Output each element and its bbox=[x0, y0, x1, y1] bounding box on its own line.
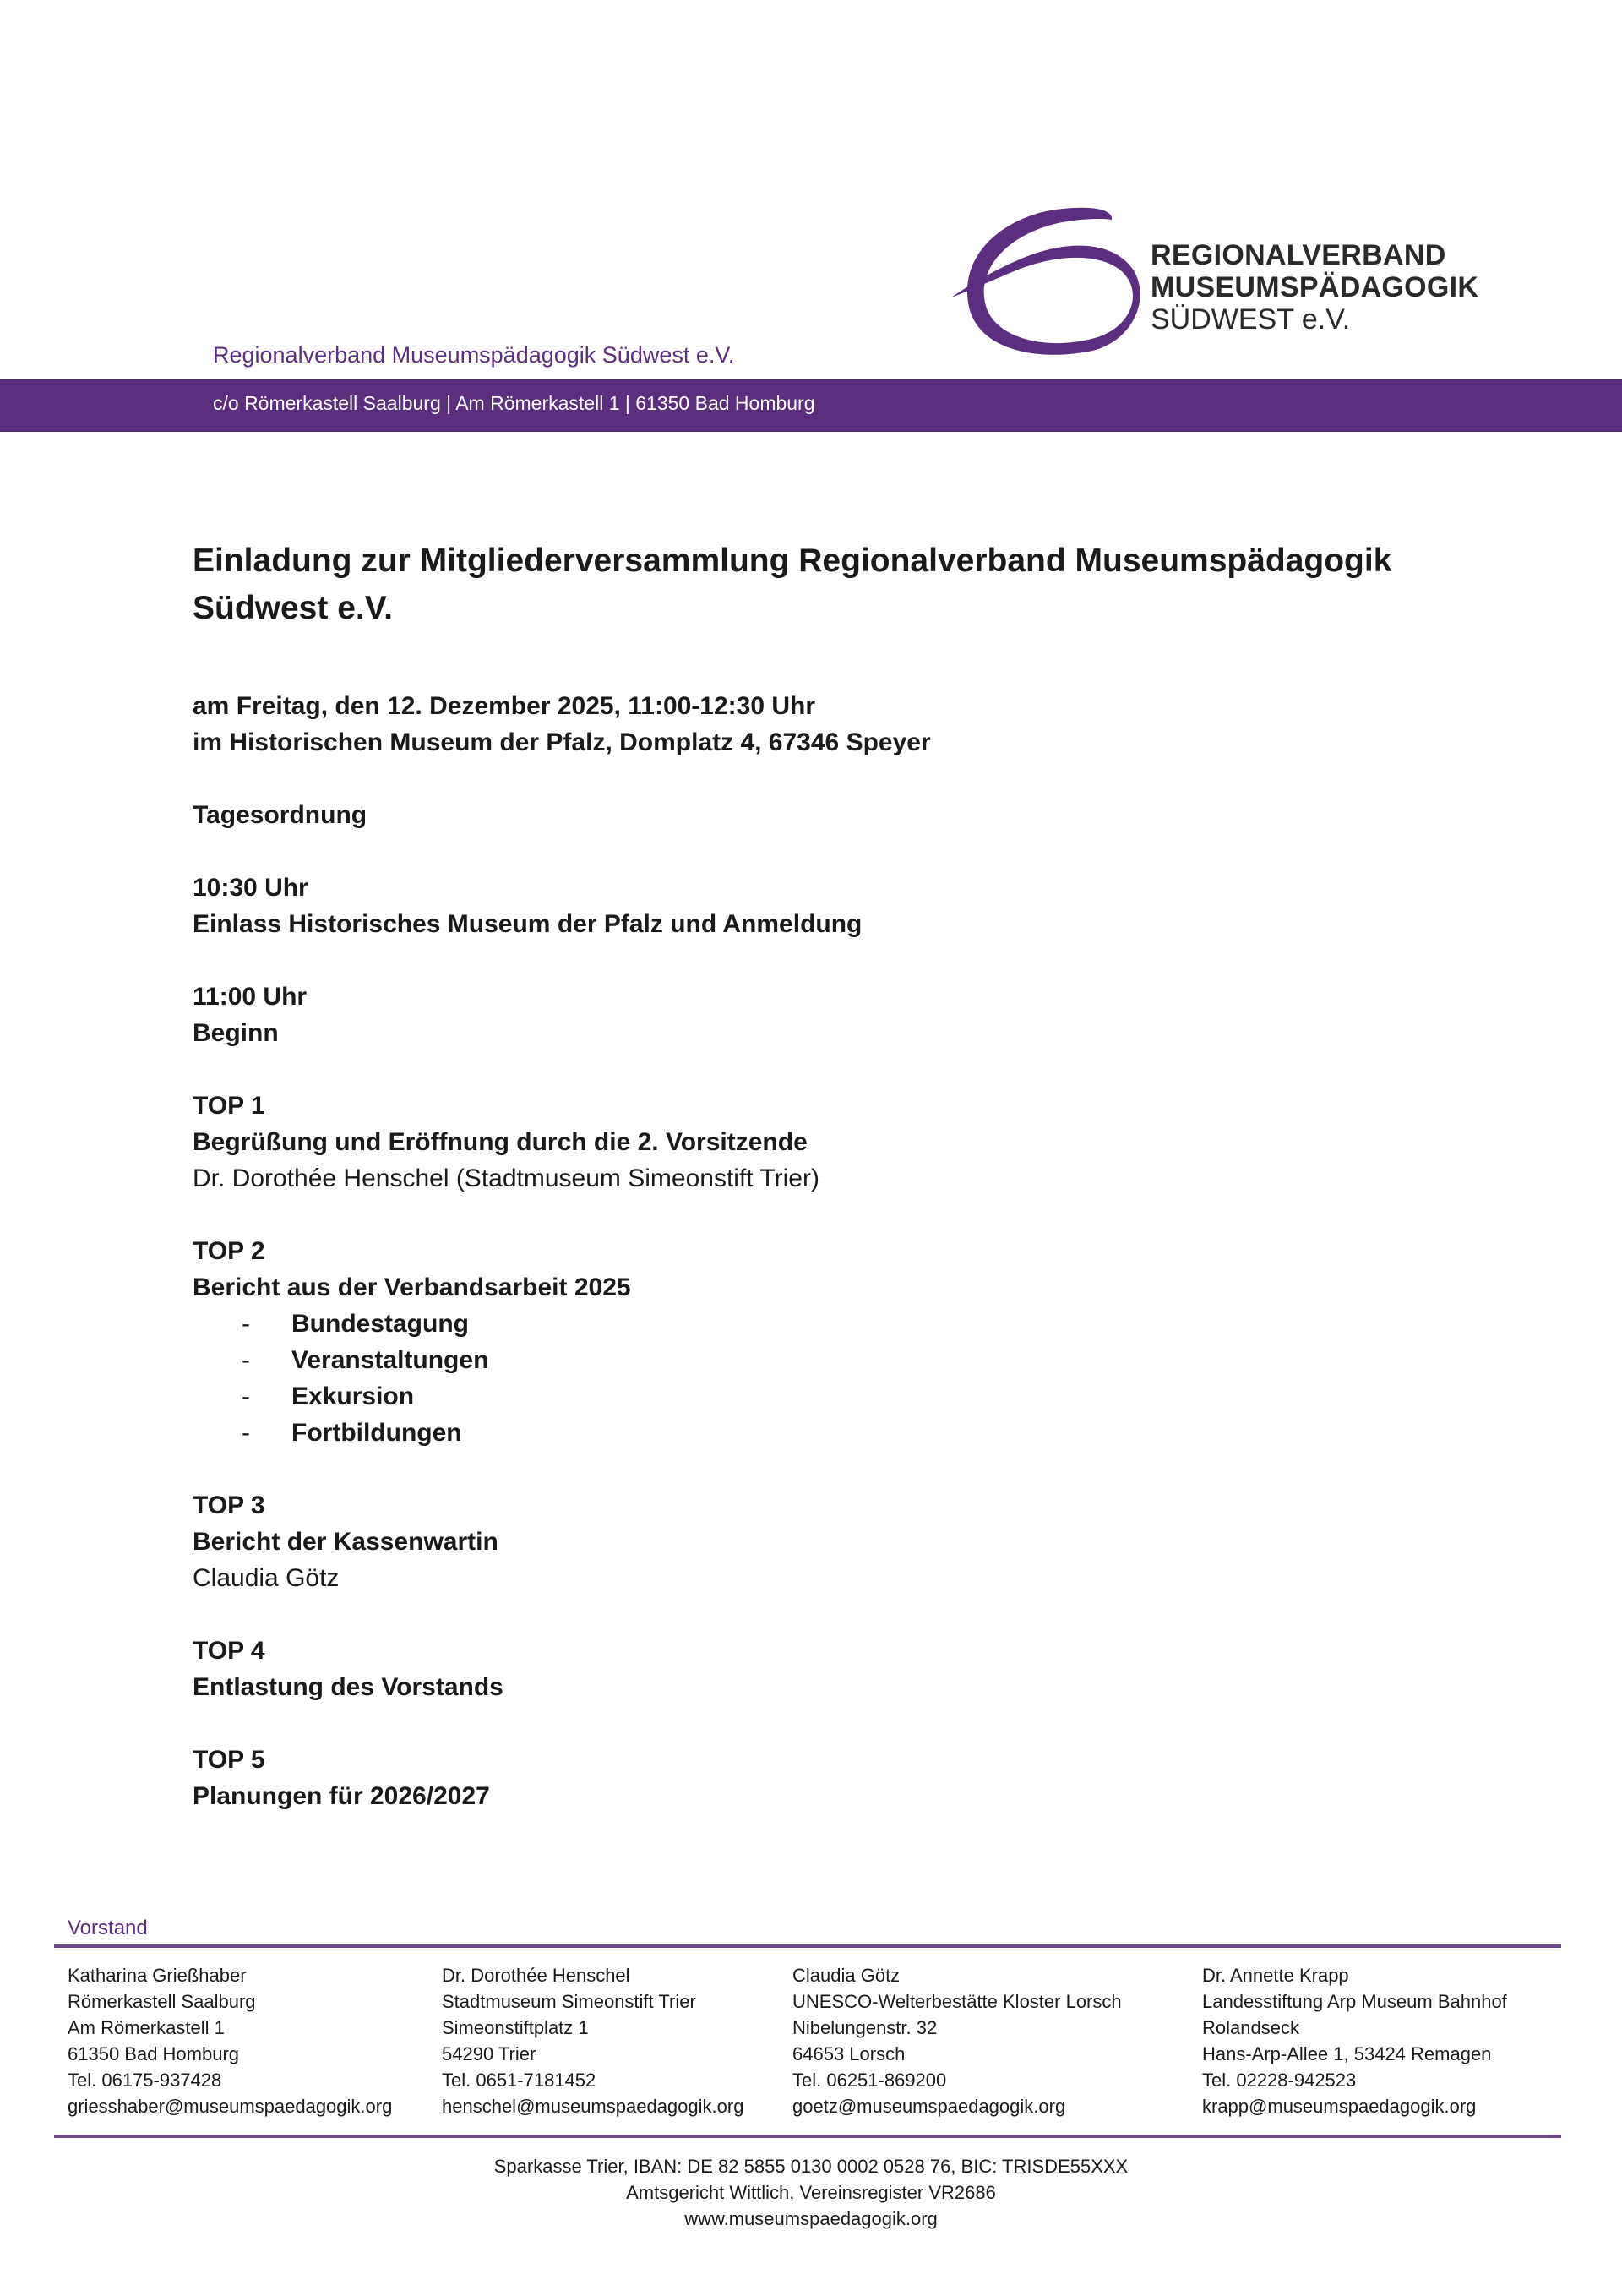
letter-body bbox=[193, 537, 1460, 1814]
top4-label: TOP 4 bbox=[193, 1637, 265, 1665]
top3-text: Bericht der Kassenwartin bbox=[193, 1528, 498, 1556]
top2-label: TOP 2 bbox=[193, 1237, 265, 1265]
event-date bbox=[193, 688, 1460, 724]
event-location: im Historischen Museum der Pfalz, Domplatz 4, 67346 Speyer bbox=[193, 728, 931, 756]
member-org-continued: Rolandseck bbox=[1202, 2017, 1299, 2038]
footer-divider-top bbox=[54, 1944, 1561, 1948]
footer-divider-bottom bbox=[54, 2135, 1561, 2138]
member-email[interactable]: henschel@museumspaedagogik.org bbox=[442, 2096, 744, 2117]
member-name: Dr. Annette Krapp bbox=[1202, 1965, 1349, 1986]
register-details: Amtsgericht Wittlich, Vereinsregister VR2686 bbox=[626, 2182, 996, 2203]
member-name: Claudia Götz bbox=[792, 1965, 901, 1986]
board-member-1 bbox=[68, 1962, 392, 2119]
board-member-3 bbox=[792, 1962, 1122, 2119]
agenda-heading: Tagesordnung bbox=[193, 801, 367, 829]
member-street: Simeonstiftplatz 1 bbox=[442, 2017, 589, 2038]
member-phone: Tel. 02228-942523 bbox=[1202, 2070, 1357, 2091]
member-street: Nibelungenstr. 32 bbox=[792, 2017, 938, 2038]
address-bar bbox=[0, 379, 1622, 432]
list-item: - Fortbildungen bbox=[242, 1419, 462, 1447]
board-member-4 bbox=[1202, 1962, 1507, 2119]
logo-wordmark bbox=[1151, 239, 1478, 335]
sender-address: c/o Römerkastell Saalburg | Am Römerkastell 1 | 61350 Bad Homburg bbox=[213, 392, 815, 414]
top3-label: TOP 3 bbox=[193, 1492, 265, 1519]
top1-label: TOP 1 bbox=[193, 1092, 265, 1120]
top5-label: TOP 5 bbox=[193, 1746, 265, 1774]
admission-text: Einlass Historisches Museum der Pfalz und Anmeldung bbox=[193, 910, 863, 938]
list-item: - Exkursion bbox=[242, 1383, 415, 1410]
board-member-2 bbox=[442, 1962, 743, 2119]
start-time: 11:00 Uhr bbox=[193, 983, 308, 1011]
top1-text: Begrüßung und Eröffnung durch die 2. Vorsitzende bbox=[193, 1128, 808, 1156]
sender-name: Regionalverband Museumspädagogik Südwest e.V. bbox=[213, 342, 735, 368]
admission-time: 10:30 Uhr bbox=[193, 874, 308, 902]
member-org: Stadtmuseum Simeonstift Trier bbox=[442, 1991, 696, 2012]
member-email[interactable]: krapp@museumspaedagogik.org bbox=[1202, 2096, 1477, 2117]
member-street: Hans-Arp-Allee 1, 53424 Remagen bbox=[1202, 2043, 1492, 2064]
member-email[interactable]: griesshaber@museumspaedagogik.org bbox=[68, 2096, 393, 2117]
list-item: - Veranstaltungen bbox=[242, 1346, 489, 1374]
top2-text: Bericht aus der Verbandsarbeit 2025 bbox=[193, 1273, 631, 1301]
logo-line-1: REGIONALVERBAND bbox=[1151, 239, 1446, 271]
page-title: Einladung zur Mitgliederversammlung Regionalverband Museumspädagogik Südwest e.V. bbox=[193, 543, 1392, 626]
member-org: Landesstiftung Arp Museum Bahnhof bbox=[1202, 1991, 1507, 2012]
logo-line-3: SÜDWEST e.V. bbox=[1151, 303, 1351, 335]
member-name: Dr. Dorothée Henschel bbox=[442, 1965, 630, 1986]
website-link[interactable]: www.museumspaedagogik.org bbox=[684, 2208, 938, 2229]
member-city: 64653 Lorsch bbox=[792, 2043, 906, 2064]
top5-text: Planungen für 2026/2027 bbox=[193, 1782, 490, 1810]
top4-text: Entlastung des Vorstands bbox=[193, 1673, 503, 1701]
top2-items bbox=[193, 1306, 1460, 1451]
member-name: Katharina Grießhaber bbox=[68, 1965, 247, 1986]
member-city: 54290 Trier bbox=[442, 2043, 536, 2064]
member-email[interactable]: goetz@museumspaedagogik.org bbox=[792, 2096, 1066, 2117]
board-label: Vorstand bbox=[68, 1917, 148, 1939]
start-text: Beginn bbox=[193, 1019, 279, 1047]
member-org: Römerkastell Saalburg bbox=[68, 1991, 256, 2012]
member-org: UNESCO-Welterbestätte Kloster Lorsch bbox=[792, 1991, 1122, 2012]
logo-line-2: MUSEUMSPÄDAGOGIK bbox=[1151, 271, 1479, 303]
event-date-prefix: am Freitag, den bbox=[193, 692, 388, 720]
bank-details: Sparkasse Trier, IBAN: DE 82 5855 0130 0002 0528 76, BIC: TRISDE55XXX bbox=[493, 2156, 1129, 2177]
footer-legal bbox=[0, 2153, 1622, 2232]
list-item: - Bundestagung bbox=[242, 1310, 469, 1338]
member-street: Am Römerkastell 1 bbox=[68, 2017, 225, 2038]
member-city: 61350 Bad Homburg bbox=[68, 2043, 240, 2064]
top3-detail: Claudia Götz bbox=[193, 1564, 340, 1592]
member-phone: Tel. 06175-937428 bbox=[68, 2070, 222, 2091]
member-phone: Tel. 06251-869200 bbox=[792, 2070, 947, 2091]
logo-swirl-icon bbox=[944, 203, 1140, 355]
top1-detail: Dr. Dorothée Henschel (Stadtmuseum Simeonstift Trier) bbox=[193, 1164, 819, 1192]
member-phone: Tel. 0651-7181452 bbox=[442, 2070, 596, 2091]
event-date-value: 12. Dezember 2025, 11:00-12:30 Uhr bbox=[387, 692, 816, 720]
